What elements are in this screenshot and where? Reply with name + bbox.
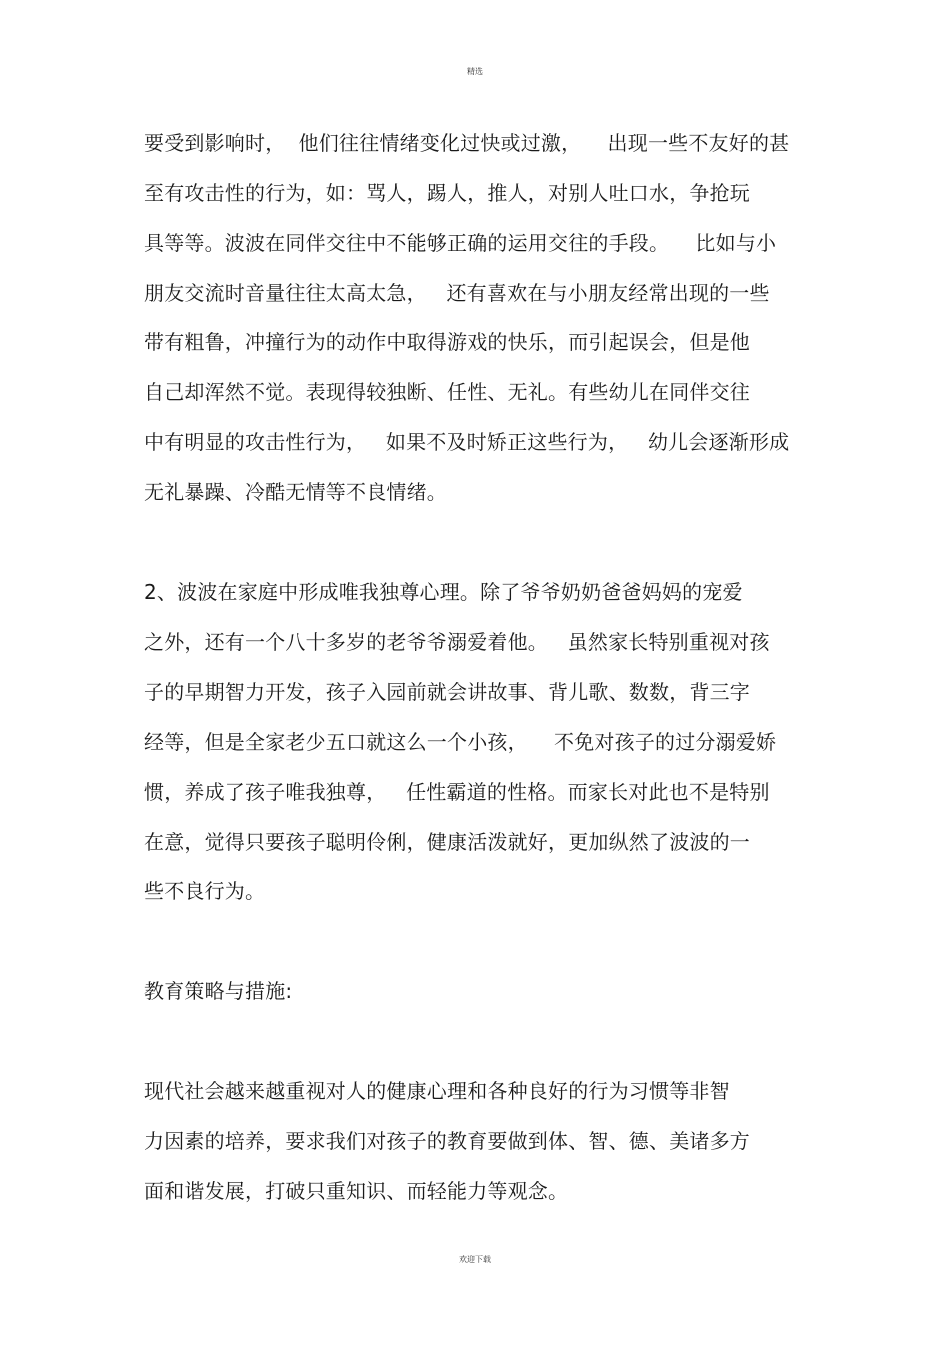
text-line: 朋友交流时音量往往太高太急， 还有喜欢在与小朋友经常出现的一些 [144, 281, 770, 305]
text-line: 具等等。波波在同伴交往中不能够正确的运用交往的手段。 比如与小 [144, 231, 777, 255]
text-line: 自己却浑然不觉。表现得较独断、任性、无礼。有些幼儿在同伴交往 [144, 380, 750, 404]
text-line: 力因素的培养，要求我们对孩子的教育要做到体、智、德、美诸多方 [144, 1129, 750, 1153]
text-line: 要受到影响时， 他们往往情绪变化过快或过激， 出现一些不友好的甚 [144, 131, 790, 155]
text-line: 在意，觉得只要孩子聪明伶俐，健康活泼就好，更加纵然了波波的一 [144, 830, 750, 854]
text-line: 惯，养成了孩子唯我独尊， 任性霸道的性格。而家长对此也不是特别 [144, 780, 770, 804]
text-line: 带有粗鲁，冲撞行为的动作中取得游戏的快乐，而引起误会，但是他 [144, 330, 750, 354]
text-line: 面和谐发展，打破只重知识、而轻能力等观念。 [144, 1179, 569, 1203]
text-line: 之外，还有一个八十多岁的老爷爷溺爱着他。 虽然家长特别重视对孩 [144, 630, 770, 654]
text-line: 现代社会越来越重视对人的健康心理和各种良好的行为习惯等非智 [144, 1079, 730, 1103]
page-footer: 欢迎下载 [459, 1255, 491, 1264]
text-line: 子的早期智力开发，孩子入园前就会讲故事、背儿歌、数数，背三字 [144, 680, 750, 704]
page-header: 精选 [467, 67, 483, 76]
text-line: 些不良行为。 [144, 879, 266, 903]
section-heading: 教育策略与措施: [144, 979, 293, 1003]
text-line: 中有明显的攻击性行为， 如果不及时矫正这些行为， 幼儿会逐渐形成 [144, 430, 790, 454]
text-line: 经等，但是全家老少五口就这么一个小孩， 不免对孩子的过分溺爱娇 [144, 730, 777, 754]
text-line: 无礼暴躁、冷酷无情等不良情绪。 [144, 480, 447, 504]
text-line: 2、波波在家庭中形成唯我独尊心理。除了爷爷奶奶爸爸妈妈的宠爱 [144, 580, 743, 604]
text-line: 至有攻击性的行为，如：骂人，踢人，推人，对别人吐口水，争抢玩 [144, 181, 750, 205]
